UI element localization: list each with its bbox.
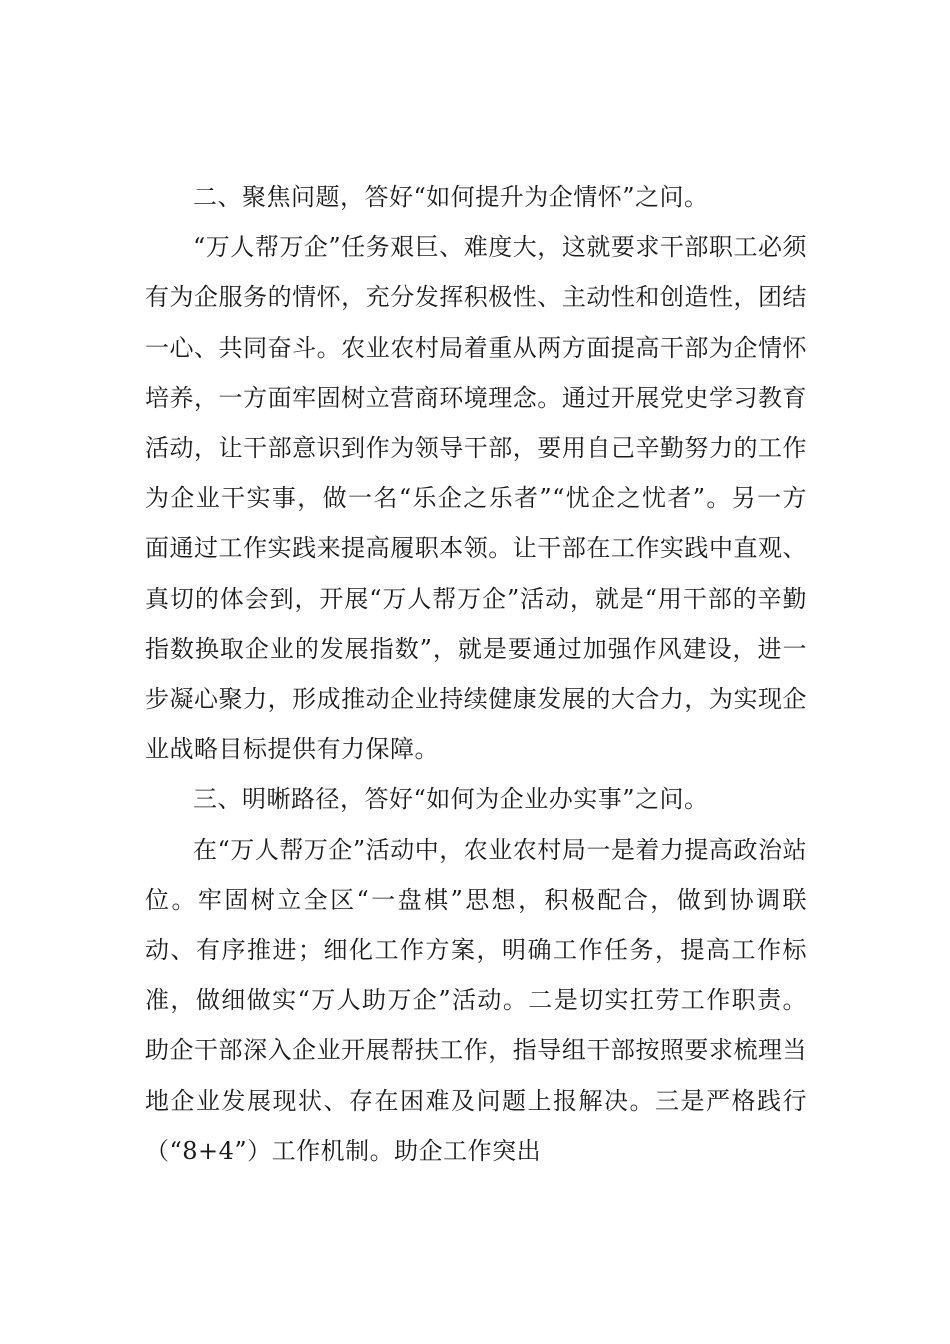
paragraph: “万人帮万企”任务艰巨、难度大，这就要求干部职工必须有为企服务的情怀，充分发挥积极性、主动性和创造性，团结一心、共同奋斗。农业农村局着重从两方面提高干部为企情怀培养，一方面牢固树立营商环境理念。通过开展党史学习教育活动，让干部意识到作为领导干部，要用自己辛勤努力的工作为企业干实事，做一名“乐企之乐者”“忧企之忧者”。另一方面通过工作实践来提高履职本领。让干部在工作实践中直观、真切的体会到，开展“万人帮万企”活动，就是“用干部的辛勤指数换取企业的发展指数”，就是要通过加强作风建设，进一步凝心聚力，形成推动企业持续健康发展的大合力，为实现企业战略目标提供有力保障。 xyxy=(145,233,807,764)
section-heading-3: 三、明晰路径，答好“如何为企业办实事”之问。 xyxy=(193,785,709,814)
section-heading-2: 二、聚焦问题，答好“如何提升为企情怀”之问。 xyxy=(193,183,709,211)
document-body xyxy=(145,172,807,1176)
paragraph: 在“万人帮万企”活动中，农业农村局一是着力提高政治站位。牢固树立全区“一盘棋”思想，积极配合，做到协调联动、有序推进；细化工作方案，明确工作任务，提高工作标准，做细做实“万人助万企”活动。二是切实扛劳工作职责。助企干部深入企业开展帮扶工作，指导组干部按照要求梳理当地企业发展现状、存在困难及问题上报解决。三是严格践行（“8+4”）工作机制。助企工作突出 xyxy=(145,835,807,1165)
